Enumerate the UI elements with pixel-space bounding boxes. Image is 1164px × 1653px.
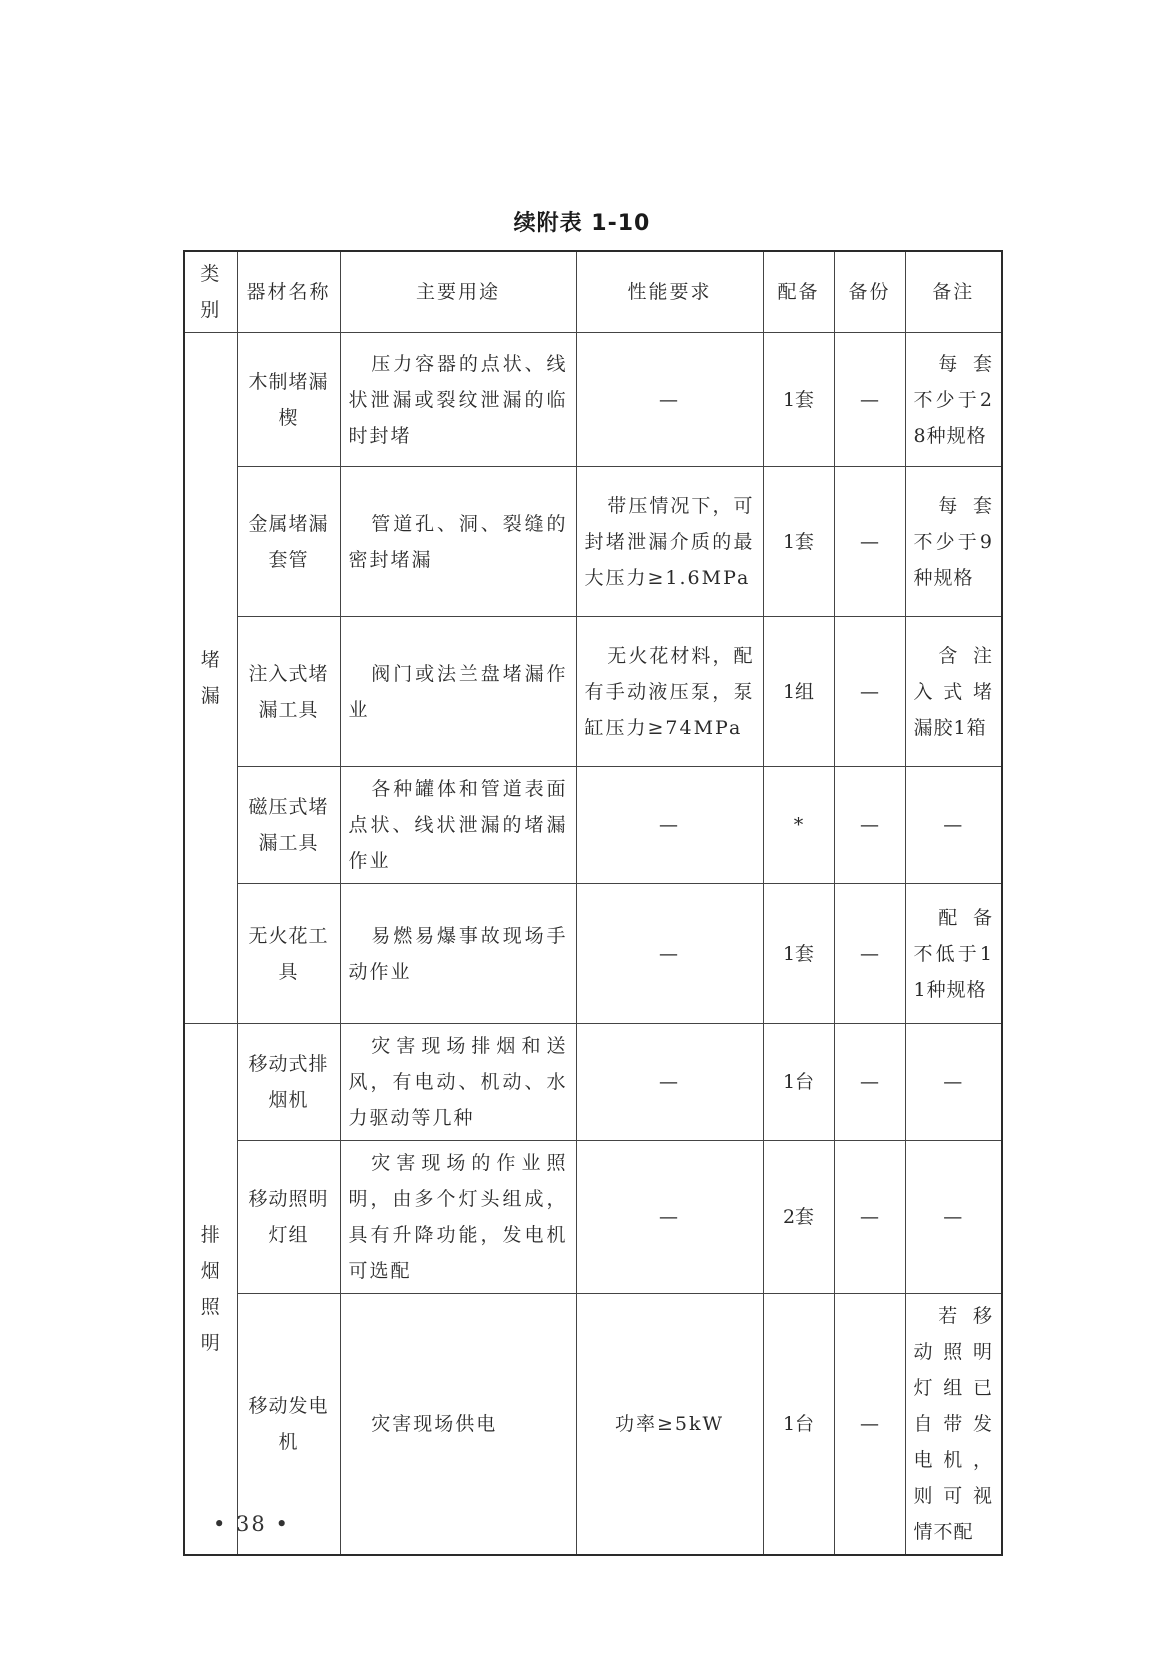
table-row bbox=[184, 884, 1002, 1024]
equipment-performance: 带压情况下，可封堵泄漏介质的最大压力≥1.6MPa bbox=[576, 467, 763, 617]
table-row bbox=[184, 1294, 1002, 1556]
equipment-name: 磁压式堵漏工具 bbox=[237, 767, 340, 884]
equipment-backup: — bbox=[834, 617, 905, 767]
equipment-backup: — bbox=[834, 1294, 905, 1556]
equipment-equip: * bbox=[763, 767, 834, 884]
category-cell: 堵漏 bbox=[184, 333, 237, 1024]
equipment-name: 金属堵漏套管 bbox=[237, 467, 340, 617]
equipment-use: 灾害现场供电 bbox=[340, 1294, 576, 1556]
equipment-note: — bbox=[905, 1141, 1002, 1294]
header-note: 备注 bbox=[905, 251, 1002, 333]
equipment-name: 移动式排烟机 bbox=[237, 1024, 340, 1141]
equipment-use: 各种罐体和管道表面点状、线状泄漏的堵漏作业 bbox=[340, 767, 576, 884]
equipment-table bbox=[183, 250, 1003, 1556]
equipment-note: — bbox=[905, 767, 1002, 884]
equipment-equip: 1台 bbox=[763, 1294, 834, 1556]
equipment-performance: 功率≥5kW bbox=[576, 1294, 763, 1556]
equipment-use: 灾害现场排烟和送风，有电动、机动、水力驱动等几种 bbox=[340, 1024, 576, 1141]
equipment-equip: 1套 bbox=[763, 333, 834, 467]
header-name: 器材名称 bbox=[237, 251, 340, 333]
equipment-equip: 1组 bbox=[763, 617, 834, 767]
equipment-performance: — bbox=[576, 1024, 763, 1141]
equipment-backup: — bbox=[834, 467, 905, 617]
header-row bbox=[184, 251, 1002, 333]
equipment-performance: — bbox=[576, 333, 763, 467]
equipment-note: 含注入式堵漏胶1箱 bbox=[905, 617, 1002, 767]
header-performance: 性能要求 bbox=[576, 251, 763, 333]
table-row bbox=[184, 767, 1002, 884]
equipment-backup: — bbox=[834, 767, 905, 884]
equipment-use: 灾害现场的作业照明，由多个灯头组成，具有升降功能，发电机可选配 bbox=[340, 1141, 576, 1294]
equipment-backup: — bbox=[834, 1024, 905, 1141]
equipment-name: 注入式堵漏工具 bbox=[237, 617, 340, 767]
page-number: • 38 • bbox=[213, 1512, 290, 1536]
table-row bbox=[184, 333, 1002, 467]
table-row bbox=[184, 467, 1002, 617]
equipment-note: 每套不少于28种规格 bbox=[905, 333, 1002, 467]
equipment-note: 若移动照明灯组已自带发电机，则可视情不配 bbox=[905, 1294, 1002, 1556]
table-row bbox=[184, 617, 1002, 767]
equipment-note: 每套不少于9种规格 bbox=[905, 467, 1002, 617]
equipment-name: 移动照明灯组 bbox=[237, 1141, 340, 1294]
header-category: 类别 bbox=[184, 251, 237, 333]
equipment-performance: — bbox=[576, 884, 763, 1024]
equipment-backup: — bbox=[834, 333, 905, 467]
equipment-name: 木制堵漏楔 bbox=[237, 333, 340, 467]
table-title: 续附表 1-10 bbox=[513, 211, 651, 236]
equipment-use: 阀门或法兰盘堵漏作业 bbox=[340, 617, 576, 767]
equipment-use: 易燃易爆事故现场手动作业 bbox=[340, 884, 576, 1024]
table-row bbox=[184, 1141, 1002, 1294]
equipment-use: 管道孔、洞、裂缝的密封堵漏 bbox=[340, 467, 576, 617]
equipment-note: — bbox=[905, 1024, 1002, 1141]
header-backup: 备份 bbox=[834, 251, 905, 333]
equipment-performance: — bbox=[576, 767, 763, 884]
equipment-performance: — bbox=[576, 1141, 763, 1294]
header-equip: 配备 bbox=[763, 251, 834, 333]
equipment-equip: 1台 bbox=[763, 1024, 834, 1141]
equipment-name: 无火花工具 bbox=[237, 884, 340, 1024]
equipment-equip: 2套 bbox=[763, 1141, 834, 1294]
equipment-note: 配备不低于11种规格 bbox=[905, 884, 1002, 1024]
equipment-use: 压力容器的点状、线状泄漏或裂纹泄漏的临时封堵 bbox=[340, 333, 576, 467]
equipment-backup: — bbox=[834, 884, 905, 1024]
header-use: 主要用途 bbox=[340, 251, 576, 333]
equipment-name: 移动发电机 bbox=[237, 1294, 340, 1556]
category-cell: 排烟照明 bbox=[184, 1024, 237, 1556]
equipment-equip: 1套 bbox=[763, 467, 834, 617]
equipment-equip: 1套 bbox=[763, 884, 834, 1024]
equipment-backup: — bbox=[834, 1141, 905, 1294]
table-row bbox=[184, 1024, 1002, 1141]
equipment-performance: 无火花材料，配有手动液压泵，泵缸压力≥74MPa bbox=[576, 617, 763, 767]
